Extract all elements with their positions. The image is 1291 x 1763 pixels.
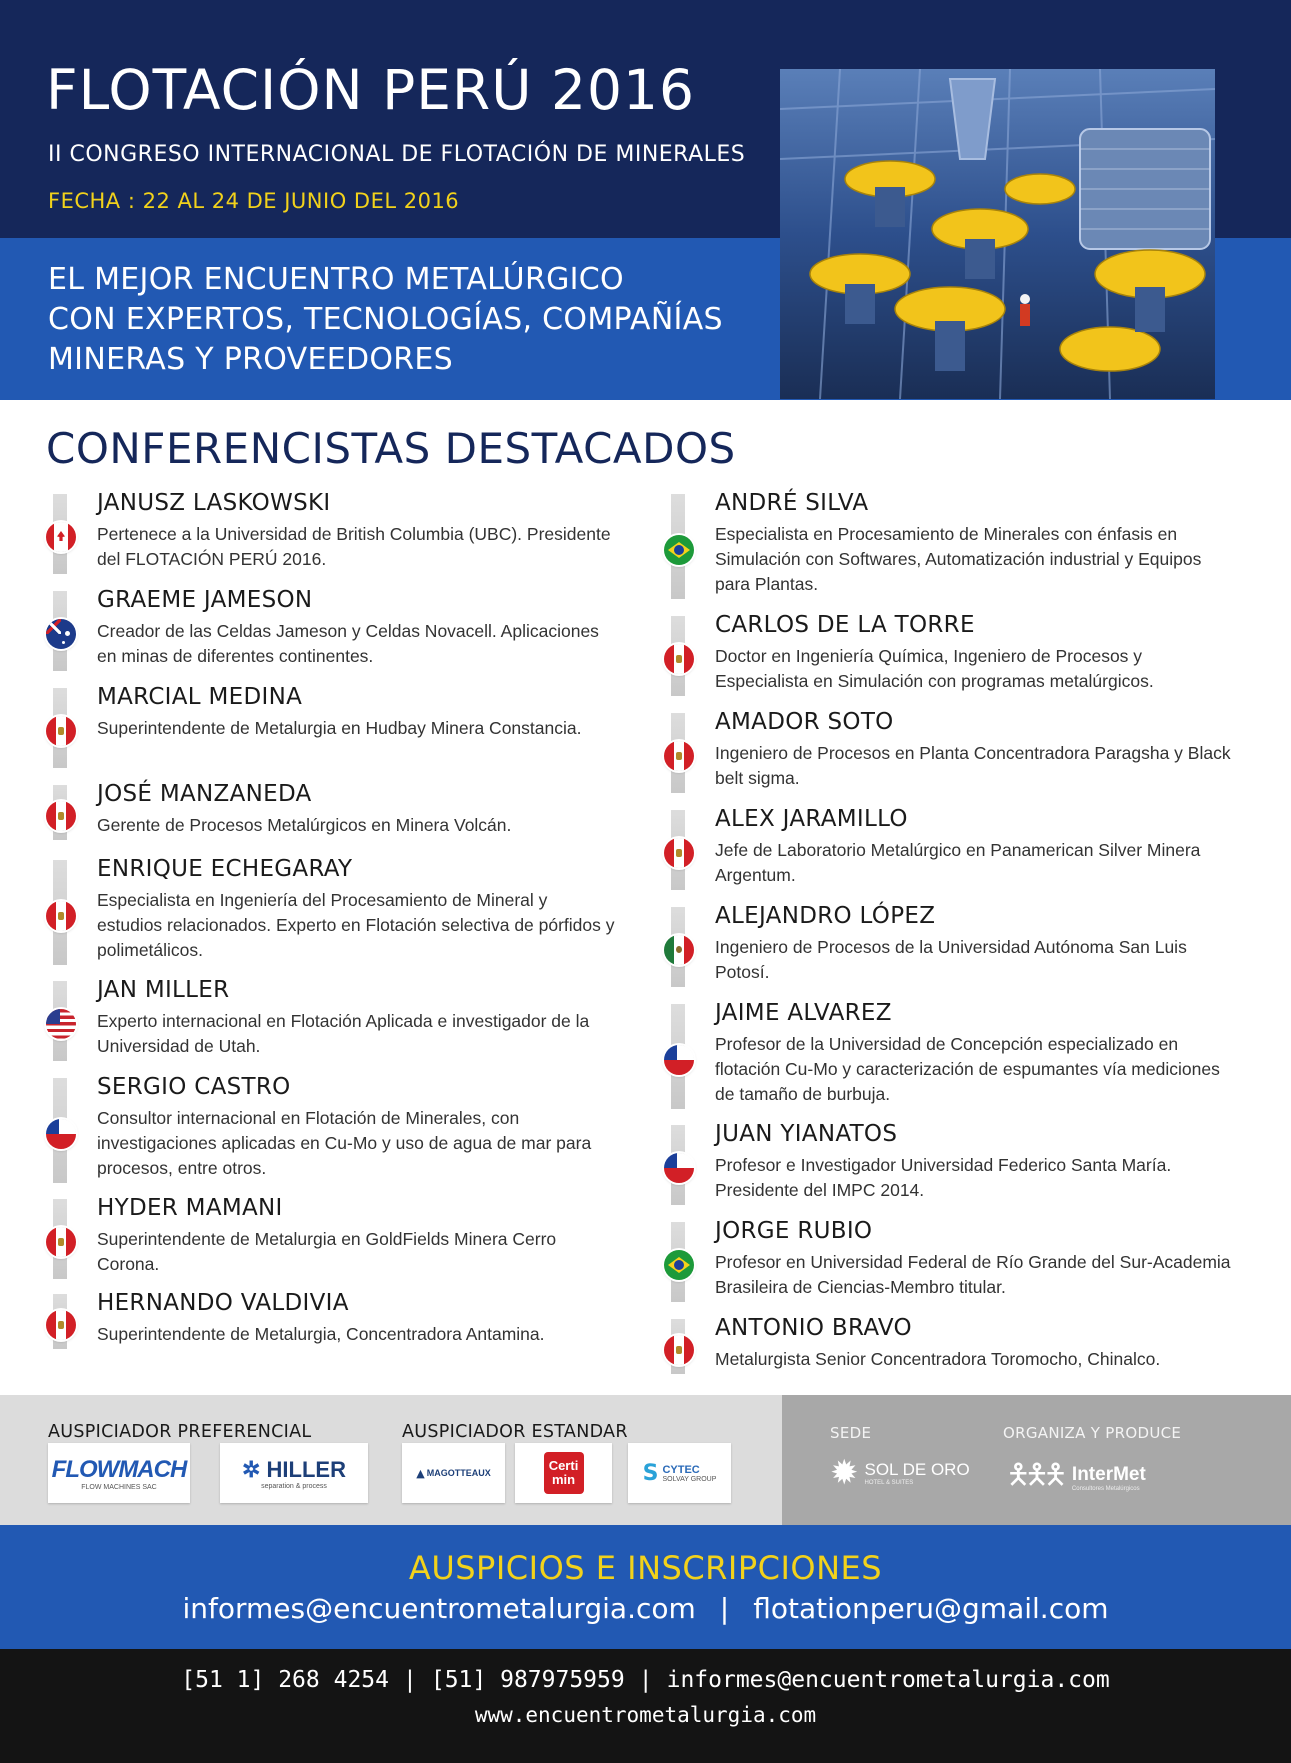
speaker-card [664,806,1234,888]
preferred-sponsor-label: AUSPICIADOR PREFERENCIAL [48,1422,312,1442]
speaker-description: Profesor de la Universidad de Concepción especializado en flotación Cu-Mo y caracterización de espumantes vía mediciones de tamaño de burbuja. [715,1034,1220,1104]
standard-sponsor-label: AUSPICIADOR ESTANDAR [402,1422,628,1442]
speaker-description: Profesor e Investigador Universidad Federico Santa María. Presidente del IMPC 2014. [715,1155,1172,1200]
speaker-description: Profesor en Universidad Federal de Río Grande del Sur-Academia Brasileira de Ciencias-Membro titular. [715,1252,1231,1297]
cytec-logo-sub: SOLVAY GROUP [662,1475,717,1483]
flowmach-logo-text: FLOWMACH [51,1455,187,1483]
flowmach-logo [48,1443,190,1503]
speaker-name: JAN MILLER [97,977,230,1003]
speaker-card [664,612,1234,694]
speaker-card [664,1121,1234,1203]
speaker-name: GRAEME JAMESON [97,587,313,613]
certimin-logo-text: Certi min [548,1458,579,1487]
email-link[interactable]: flotationperu@gmail.com [753,1592,1109,1625]
separator: | [638,1667,653,1693]
magotteaux-mark-icon: ▲ [416,1466,425,1480]
speaker-name: JANUSZ LASKOWSKI [97,490,331,516]
website-link[interactable]: www.encuentrometalurgia.com [474,1703,817,1727]
speaker-card [46,1195,616,1277]
hiller-logo-sub: separation & process [261,1482,327,1490]
speaker-name: AMADOR SOTO [715,709,894,735]
tagline [48,260,748,380]
phone-number: [51 1] 268 4254 [181,1667,389,1693]
flotation-plant-photo [780,69,1215,399]
event-date: FECHA : 22 AL 24 DE JUNIO DEL 2016 [48,189,460,213]
speaker-card [46,781,616,838]
cytec-logo [628,1443,731,1503]
event-subtitle: II CONGRESO INTERNACIONAL DE FLOTACIÓN DE MINERALES [48,142,746,167]
tagline-line: MINERAS Y PROVEEDORES [48,342,454,377]
speaker-name: SERGIO CASTRO [97,1074,291,1100]
hiller-mark-icon: ✲ [241,1456,261,1482]
magotteaux-logo-text: MAGOTTEAUX [426,1468,491,1478]
speaker-card [46,1074,616,1181]
speaker-description: Doctor en Ingeniería Química, Ingeniero de Procesos y Especialista en Simulación con programas metalúrgicos. [715,646,1154,691]
speaker-card [664,1315,1234,1372]
flowmach-logo-sub: FLOW MACHINES SAC [81,1483,157,1491]
speaker-card [46,977,616,1059]
speaker-name: HYDER MAMANI [97,1195,283,1221]
phone-number: [51] 987975959 [430,1667,625,1693]
speaker-description: Creador de las Celdas Jameson y Celdas Novacell. Aplicaciones en minas de diferentes continentes. [97,621,599,666]
mexico-flag-icon [664,935,694,965]
speaker-name: HERNANDO VALDIVIA [97,1290,349,1316]
speaker-card [46,856,616,963]
email-link[interactable]: informes@encuentrometalurgia.com [666,1667,1110,1693]
speaker-name: ALEJANDRO LÓPEZ [715,903,936,929]
peru-flag-icon [46,801,76,831]
canada-flag-icon [46,522,76,552]
magotteaux-logo [402,1443,505,1503]
speaker-description: Superintendente de Metalurgia en GoldFields Minera Cerro Corona. [97,1229,557,1274]
peru-flag-icon [664,644,694,674]
speaker-description: Especialista en Ingeniería del Procesamiento de Mineral y estudios relacionados. Experto en Flotación selectiva de pórfidos y polimetálicos. [97,890,615,960]
registration-band [0,1525,1291,1649]
speaker-name: ALEX JARAMILLO [715,806,908,832]
tagline-line: EL MEJOR ENCUENTRO METALÚRGICO [48,262,624,297]
speaker-description: Jefe de Laboratorio Metalúrgico en Panamerican Silver Minera Argentum. [715,840,1201,885]
registration-title: AUSPICIOS E INSCRIPCIONES [408,1549,883,1587]
hiller-logo [220,1443,368,1503]
cytec-mark-icon: S [642,1460,659,1486]
speaker-description: Superintendente de Metalurgia en Hudbay Minera Constancia. [97,718,582,738]
speaker-description: Metalurgista Senior Concentradora Toromocho, Chinalco. [715,1349,1161,1369]
speaker-name: ANTONIO BRAVO [715,1315,912,1341]
peru-flag-icon [664,838,694,868]
sol-de-oro-text: SOL DE ORO [864,1460,970,1479]
contact-line [0,1667,1291,1693]
speaker-description: Consultor internacional en Flotación de Minerales, con investigaciones aplicadas en Cu-Mo y uso de agua de mar para procesos, entre otros. [97,1108,592,1178]
speaker-card [664,709,1234,791]
peru-flag-icon [46,1227,76,1257]
separator: | [719,1592,730,1625]
intermet-logo [1006,1454,1146,1502]
speaker-card [46,490,616,572]
speaker-description: Especialista en Procesamiento de Minerales con énfasis en Simulación con Softwares, Automatización industrial y Equipos para Plantas. [715,524,1202,594]
sun-icon: ✹ [830,1453,859,1493]
certimin-logo [515,1443,612,1503]
speaker-name: ANDRÉ SILVA [715,490,869,516]
peru-flag-icon [664,1335,694,1365]
speaker-name: ENRIQUE ECHEGARAY [97,856,353,882]
speaker-card [664,903,1234,985]
peru-flag-icon [46,901,76,931]
speaker-name: JUAN YIANATOS [715,1121,898,1147]
speakers-title: CONFERENCISTAS DESTACADOS [46,424,736,473]
sol-de-oro-logo [830,1453,970,1493]
australia-flag-icon [46,619,76,649]
peru-flag-icon [46,1310,76,1340]
tagline-line: CON EXPERTOS, TECNOLOGÍAS, COMPAÑÍAS [48,302,723,337]
chile-flag-icon [664,1045,694,1075]
speaker-card [46,684,616,766]
speaker-description: Experto internacional en Flotación Aplicada e investigador de la Universidad de Utah. [97,1011,590,1056]
speaker-name: CARLOS DE LA TORRE [715,612,975,638]
chile-flag-icon [46,1119,76,1149]
speaker-name: JOSÉ MANZANEDA [97,781,312,807]
cytec-logo-text: CYTEC [662,1463,700,1476]
speaker-description: Gerente de Procesos Metalúrgicos en Minera Volcán. [97,815,512,835]
sol-de-oro-sub: HOTEL & SUITES [864,1480,914,1486]
brazil-flag-icon [664,1250,694,1280]
intermet-text: InterMet [1071,1464,1146,1485]
chile-flag-icon [664,1153,694,1183]
peru-flag-icon [664,741,694,771]
speaker-description: Ingeniero de Procesos de la Universidad Autónoma San Luis Potosí. [715,937,1187,982]
usa-flag-icon [46,1009,76,1039]
event-title: FLOTACIÓN PERÚ 2016 [46,58,695,122]
speaker-card [664,1000,1234,1107]
venue-label: SEDE [830,1424,872,1442]
speaker-card [664,1218,1234,1300]
speaker-description: Pertenece a la Universidad de British Columbia (UBC). Presidente del FLOTACIÓN PERÚ 2016. [97,524,611,569]
speaker-card [664,490,1234,597]
people-icon: 🯅🯅🯅 [1006,1458,1062,1491]
speaker-description: Ingeniero de Procesos en Planta Concentradora Paragsha y Black belt sigma. [715,743,1231,788]
separator: | [403,1667,417,1693]
hiller-logo-text: HILLER [266,1456,346,1482]
intermet-sub: Consultores Metalúrgicos [1071,1486,1140,1492]
speaker-description: Superintendente de Metalurgia, Concentradora Antamina. [97,1324,545,1344]
speaker-name: JAIME ALVAREZ [715,1000,892,1026]
registration-emails [0,1592,1291,1625]
organizer-label: ORGANIZA Y PRODUCE [1003,1424,1182,1442]
email-link[interactable]: informes@encuentrometalurgia.com [182,1592,696,1625]
peru-flag-icon [46,716,76,746]
brazil-flag-icon [664,535,694,565]
speaker-name: JORGE RUBIO [715,1218,873,1244]
speaker-card [46,587,616,669]
speaker-card [46,1290,616,1347]
speaker-name: MARCIAL MEDINA [97,684,303,710]
